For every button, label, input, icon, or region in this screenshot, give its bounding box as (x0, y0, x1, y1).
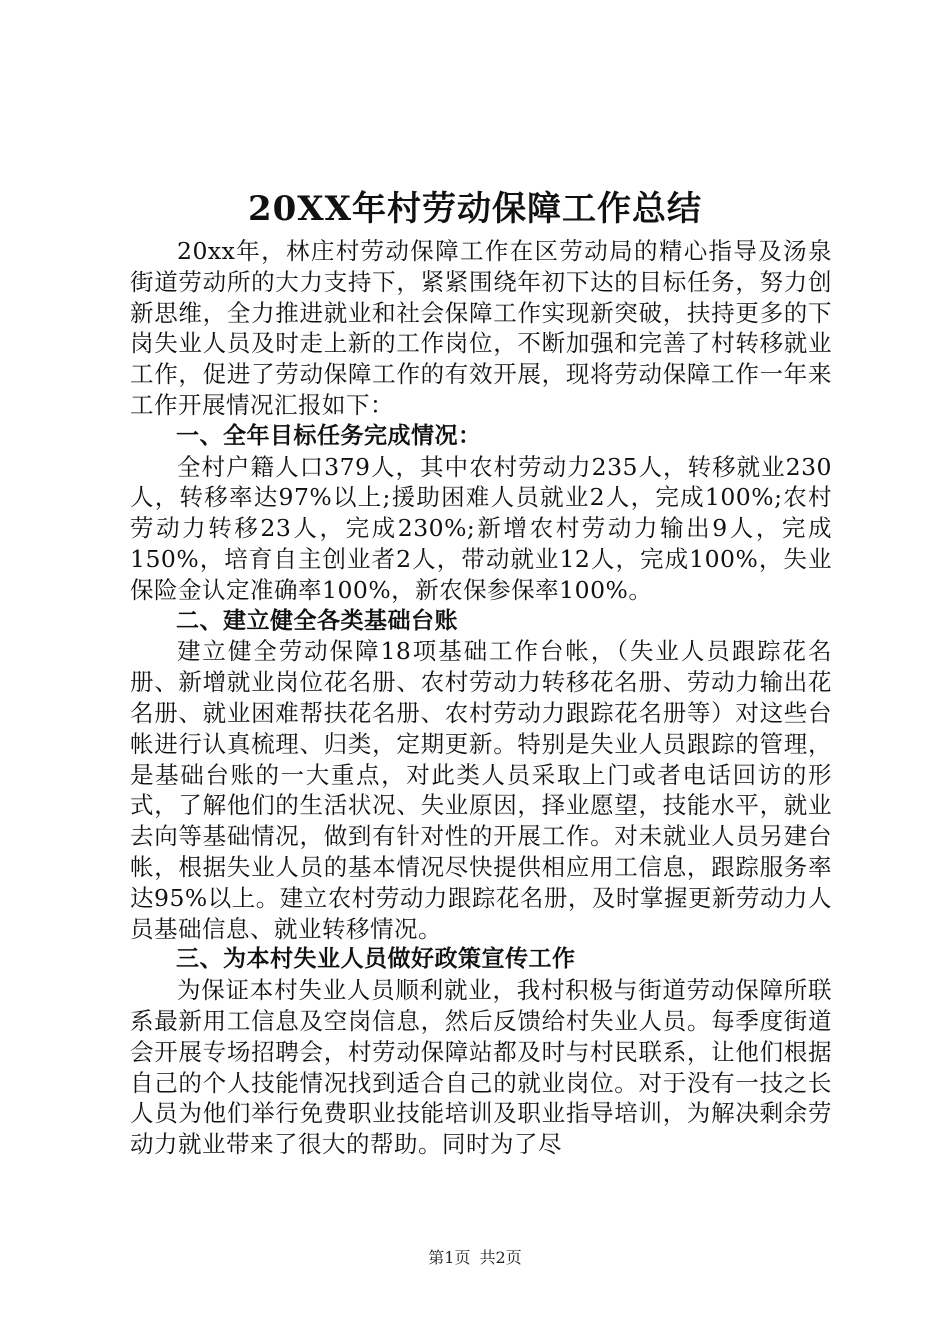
page-total: 共2页 (479, 1248, 522, 1267)
page-number: 第1页 (428, 1248, 471, 1267)
section-body-2: 建立健全劳动保障18项基础工作台帐，（失业人员跟踪花名册、新增就业岗位花名册、农村劳动力转移花名册、劳动力输出花名册、就业困难帮扶花名册、农村劳动力跟踪花名册等）对这些台帐进行认真梳理、归类，定期更新。特别是失业人员跟踪的管理，是基础台账的一大重点，对此类人员采取上门或者电话回访的形式，了解他们的生活状况、失业原因，择业愿望，技能水平，就业去向等基础情况，做到有针对性的开展工作。对未就业人员另建台帐，根据失业人员的基本情况尽快提供相应用工信息，跟踪服务率达95%以上。建立农村劳动力跟踪花名册，及时掌握更新劳动力人员基础信息、就业转移情况。 (130, 637, 832, 943)
section-heading-3: 三、为本村失业人员做好政策宣传工作 (176, 946, 576, 973)
section-body-1: 全村户籍人口379人，其中农村劳动力235人，转移就业230人，转移率达97%以上;援助困难人员就业2人，完成100%;农村劳动力转移23人，完成230%;新增农村劳动力输出9人，完成150%，培育自主创业者2人，带动就业12人，完成100%，失业保险金认定准确率100%，新农保参保率100%。 (130, 452, 832, 604)
section-heading-2: 二、建立健全各类基础台账 (176, 607, 458, 634)
intro-paragraph: 20xx年，林庄村劳动保障工作在区劳动局的精心指导及汤泉街道劳动所的大力支持下，紧紧围绕年初下达的目标任务，努力创新思维，全力推进就业和社会保障工作实现新突破，扶持更多的下岗失业人员及时走上新的工作岗位，不断加强和完善了村转移就业工作，促进了劳动保障工作的有效开展，现将劳动保障工作一年来工作开展情况汇报如下： (130, 237, 832, 419)
section-body-3: 为保证本村失业人员顺利就业，我村积极与街道劳动保障所联系最新用工信息及空岗信息，然后反馈给村失业人员。每季度街道会开展专场招聘会，村劳动保障站都及时与村民联系，让他们根据自己的个人技能情况找到适合自己的就业岗位。对于没有一技之长人员为他们举行免费职业技能培训及职业指导培训，为解决剩余劳动力就业带来了很大的帮助。同时为了尽 (130, 976, 832, 1159)
page-footer (0, 1245, 950, 1268)
document-title: 20XX年村劳动保障工作总结 (247, 189, 703, 229)
section-heading-1: 一、全年目标任务完成情况： (176, 422, 482, 449)
document-body (130, 236, 832, 1160)
